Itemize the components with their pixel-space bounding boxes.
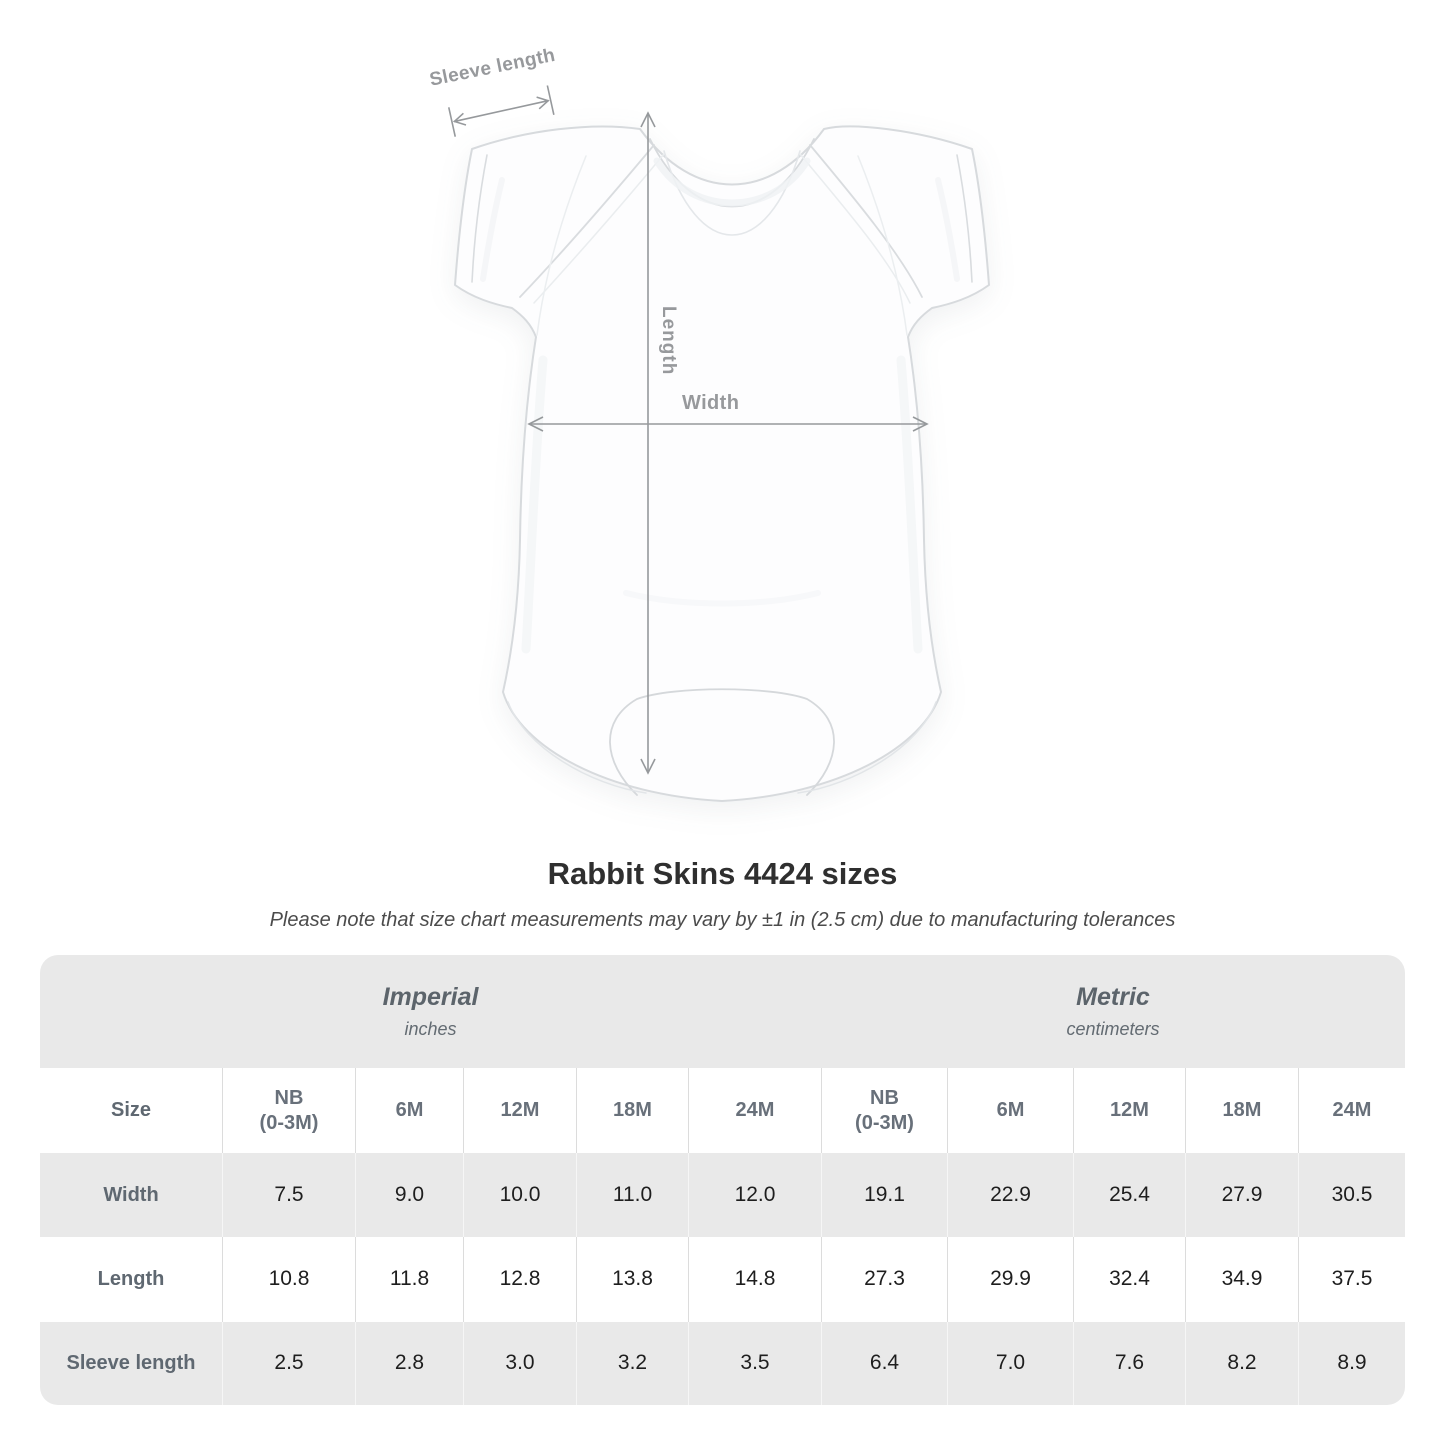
cell-value: 6.4	[869, 1351, 900, 1375]
column-header-label: 12M	[1110, 1099, 1149, 1121]
table-row-width	[40, 1153, 1405, 1237]
table-cell	[821, 1237, 947, 1322]
cell-value: 7.5	[274, 1182, 304, 1206]
sleeve-length-label: Sleeve length	[427, 44, 558, 91]
cell-value: 19.1	[864, 1182, 905, 1206]
column-header-18m-metric	[1185, 1068, 1298, 1153]
column-header-label: 24M	[1332, 1099, 1372, 1121]
imperial-group-header	[40, 955, 821, 1068]
table-cell	[688, 1153, 821, 1237]
cell-value: 29.9	[990, 1267, 1031, 1291]
table-row-sleeve-length	[40, 1322, 1405, 1405]
cell-value: 12.0	[734, 1182, 776, 1206]
column-header-12m-imperial	[463, 1068, 576, 1153]
cell-value: 37.5	[1331, 1267, 1373, 1291]
cell-value: 8.2	[1227, 1351, 1257, 1375]
table-cell	[1298, 1322, 1405, 1405]
table-cell	[688, 1237, 821, 1322]
sleeve-length-arrow	[449, 85, 554, 136]
table-cell	[355, 1153, 463, 1237]
cell-value: 25.4	[1109, 1182, 1150, 1206]
column-header-24m-imperial	[688, 1068, 821, 1153]
column-header-label: NB	[870, 1086, 899, 1109]
cell-value: 8.9	[1337, 1351, 1367, 1375]
table-cell	[1073, 1237, 1185, 1322]
table-cell	[1298, 1237, 1405, 1322]
cell-value: 3.2	[617, 1351, 648, 1375]
cell-value: 7.0	[995, 1351, 1026, 1375]
table-cell	[1073, 1153, 1185, 1237]
table-cell	[1185, 1153, 1298, 1237]
table-cell	[576, 1237, 688, 1322]
table-cell	[222, 1322, 355, 1405]
row-label-cell	[40, 1237, 222, 1322]
table-header-row	[40, 1068, 1405, 1153]
cell-value: 3.0	[505, 1351, 535, 1375]
cell-value: 9.0	[394, 1182, 425, 1206]
imperial-unit: inches	[404, 1019, 457, 1039]
size-table	[40, 955, 1405, 1405]
table-cell	[1298, 1153, 1405, 1237]
column-header-label: 18M	[1222, 1099, 1262, 1121]
column-header-label: 6M	[395, 1099, 424, 1121]
column-header-sub: (0-3M)	[259, 1111, 319, 1134]
metric-unit: centimeters	[1066, 1019, 1160, 1039]
column-header-6m-metric	[947, 1068, 1073, 1153]
width-arrow	[529, 417, 927, 431]
cell-value: 3.5	[740, 1351, 770, 1375]
cell-value: 11.0	[612, 1182, 653, 1206]
table-cell	[947, 1237, 1073, 1322]
column-header-label: 12M	[500, 1099, 540, 1121]
cell-value: 27.9	[1221, 1182, 1263, 1206]
row-label: Sleeve length	[66, 1352, 196, 1374]
table-cell	[222, 1237, 355, 1322]
table-cell	[463, 1322, 576, 1405]
column-header-12m-metric	[1073, 1068, 1185, 1153]
cell-value: 2.8	[394, 1351, 425, 1375]
cell-value: 27.3	[864, 1267, 905, 1291]
table-cell	[355, 1322, 463, 1405]
column-header-6m-imperial	[355, 1068, 463, 1153]
column-header-label: 6M	[996, 1099, 1025, 1121]
metric-label: Metric	[1076, 983, 1150, 1011]
size-corner-cell	[40, 1068, 222, 1153]
table-cell	[576, 1153, 688, 1237]
cell-value: 12.8	[499, 1267, 541, 1291]
column-header-label: 24M	[735, 1099, 775, 1121]
table-cell	[222, 1153, 355, 1237]
column-header-label: NB	[274, 1086, 304, 1109]
cell-value: 13.8	[612, 1267, 653, 1291]
row-label-cell	[40, 1153, 222, 1237]
cell-value: 14.8	[734, 1267, 776, 1291]
table-cell	[355, 1237, 463, 1322]
row-label: Length	[97, 1268, 165, 1290]
table-row-length	[40, 1237, 1405, 1322]
table-cell	[1073, 1322, 1185, 1405]
tolerance-note: Please note that size chart measurements may vary by ±1 in (2.5 cm) due to manufacturing tolerances	[269, 909, 1176, 931]
cell-value: 2.5	[274, 1351, 304, 1375]
cell-value: 11.8	[389, 1267, 430, 1291]
metric-group-header	[821, 955, 1405, 1068]
table-cell	[463, 1237, 576, 1322]
size-corner-label: Size	[110, 1099, 152, 1121]
cell-value: 10.8	[268, 1267, 310, 1291]
column-header-24m-metric	[1298, 1068, 1405, 1153]
column-header-sub: (0-3M)	[855, 1111, 914, 1134]
width-label: Width	[682, 392, 740, 414]
column-header-nb-imperial	[222, 1068, 355, 1153]
row-label-cell	[40, 1322, 222, 1405]
column-header-nb-metric	[821, 1068, 947, 1153]
cell-value: 10.0	[499, 1182, 541, 1206]
length-arrow	[641, 113, 655, 773]
unit-header-band	[40, 955, 1405, 1068]
length-label: Length	[658, 306, 679, 376]
table-cell	[1185, 1322, 1298, 1405]
table-cell	[947, 1153, 1073, 1237]
cell-value: 7.6	[1114, 1351, 1145, 1375]
table-cell	[947, 1322, 1073, 1405]
column-header-18m-imperial	[576, 1068, 688, 1153]
imperial-label: Imperial	[382, 983, 479, 1011]
cell-value: 30.5	[1331, 1182, 1373, 1206]
cell-value: 32.4	[1109, 1267, 1150, 1291]
cell-value: 22.9	[990, 1182, 1031, 1206]
table-cell	[1185, 1237, 1298, 1322]
table-cell	[821, 1322, 947, 1405]
table-cell	[821, 1153, 947, 1237]
page-title: Rabbit Skins 4424 sizes	[547, 856, 898, 891]
table-cell	[463, 1153, 576, 1237]
table-cell	[688, 1322, 821, 1405]
column-header-label: 18M	[613, 1099, 652, 1121]
cell-value: 34.9	[1221, 1267, 1263, 1291]
row-label: Width	[103, 1183, 159, 1206]
table-cell	[576, 1322, 688, 1405]
